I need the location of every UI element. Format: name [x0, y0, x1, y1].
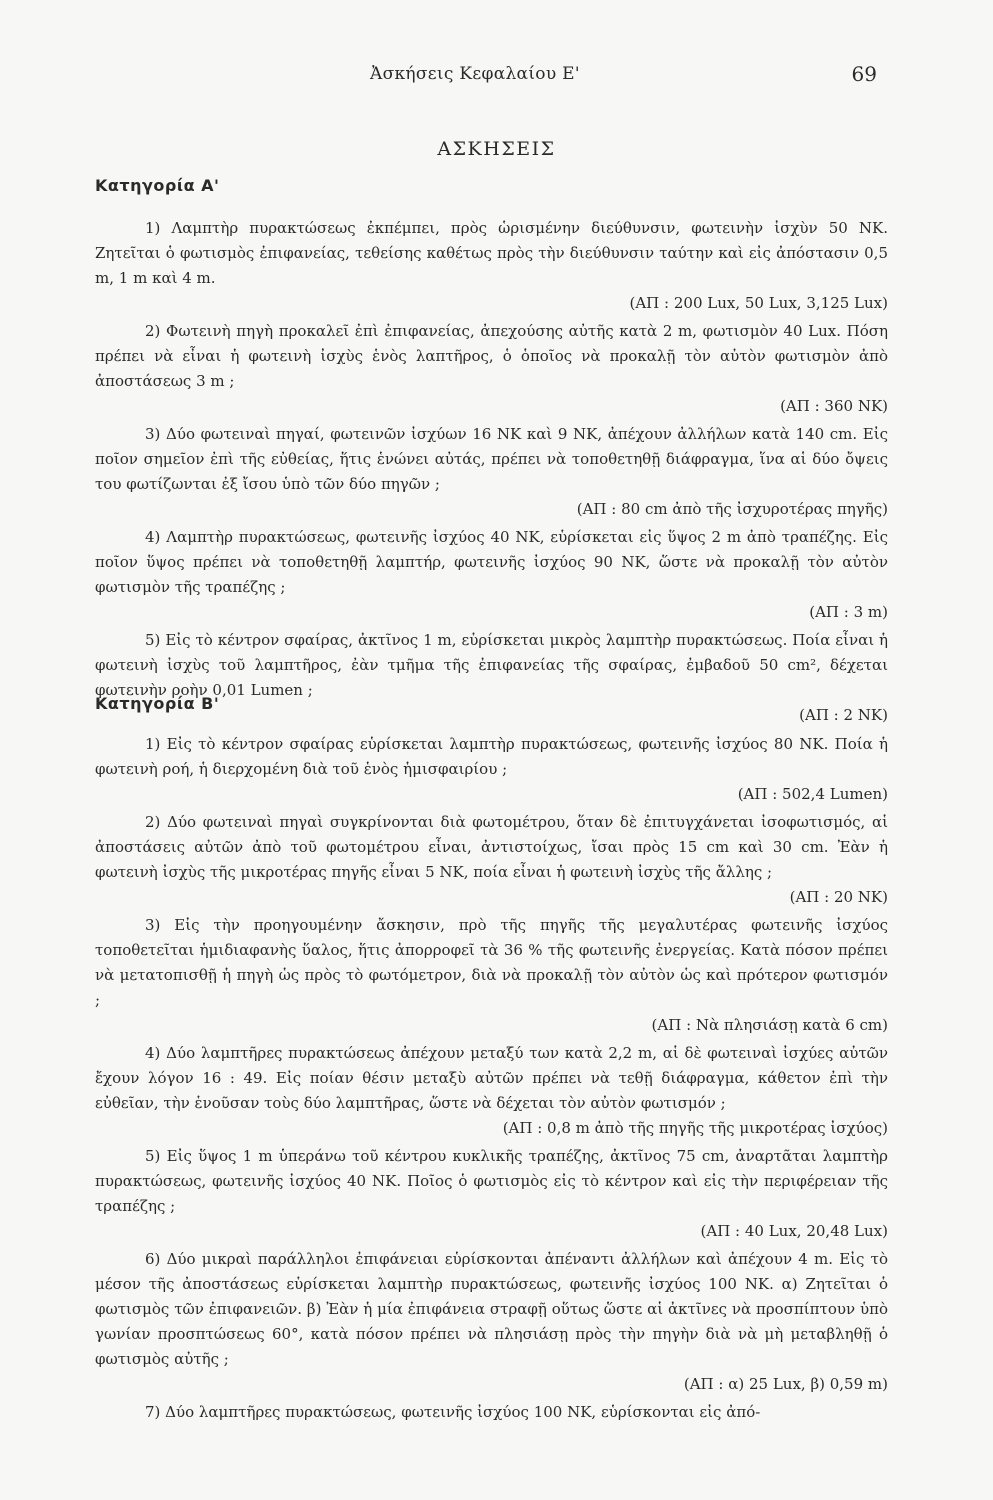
exercise-text: 6) Δύο μικραὶ παράλληλοι ἐπιφάνειαι εὑρίσκονται ἀπέναντι ἀλλήλων καὶ ἀπέχουν 4 m. Εἰς τὸ μέσον τῆς ἀποστάσεως εὑρίσκεται λαμπτὴρ πυρακτώσεως, φωτεινῆς ἰσχύος 100 ΝΚ. α) Ζητεῖται ὁ φωτισμὸς τῶν ἐπιφανειῶν. β) Ἐὰν ἡ μία ἐπιφάνεια στραφῇ οὕτως ὥστε αἱ ἀκτῖνες νὰ προσπίπτουν ὑπὸ γωνίαν προσπτώσεως 60°, κατὰ πόσον πρέπει νὰ πλησιάσῃ πρὸς τὴν πηγὴν διὰ νὰ μὴ μεταβληθῇ ὁ φωτισμὸς αὐτῆς ; — [95, 1250, 888, 1368]
category-a-heading: Κατηγορία Α' — [95, 176, 220, 195]
exercise-text: 2) Δύο φωτειναὶ πηγαὶ συγκρίνονται διὰ φωτομέτρου, ὅταν δὲ ἐπιτυγχάνεται ἰσοφωτισμός, αἱ ἀποστάσεις αὐτῶν ἀπὸ τοῦ φωτομέτρου εἶναι, ἀντιστοίχως, ἴσαι πρὸς 15 cm καὶ 30 cm. Ἐὰν ἡ φωτεινὴ ἰσχὺς τῆς μικροτέρας πηγῆς εἶναι 5 ΝΚ, ποία εἶναι ἡ φωτεινὴ ἰσχὺς τῆς ἄλλης ; — [95, 813, 888, 881]
exercise-a5 — [95, 628, 888, 728]
exercise-answer: (ΑΠ : 2 ΝΚ) — [799, 706, 888, 724]
exercise-b1 — [95, 732, 888, 807]
exercise-text: 1) Εἰς τὸ κέντρον σφαίρας εὑρίσκεται λαμπτὴρ πυρακτώσεως, φωτεινῆς ἰσχύος 80 ΝΚ. Ποία ἡ φωτεινὴ ροή, ἡ διερχομένη διὰ τοῦ ἑνὸς ἡμισφαιρίου ; — [95, 735, 888, 778]
exercise-b2 — [95, 810, 888, 910]
exercise-text: 5) Εἰς τὸ κέντρον σφαίρας, ἀκτῖνος 1 m, εὑρίσκεται μικρὸς λαμπτὴρ πυρακτώσεως. Ποία εἶναι ἡ φωτεινὴ ἰσχὺς τοῦ λαμπτῆρος, ἐὰν τμῆμα τῆς ἐπιφανείας τῆς σφαίρας, ἐμβαδοῦ 50 cm², δέχεται φωτεινὴν ροὴν 0,01 Lumen ; — [95, 631, 888, 699]
exercise-a4 — [95, 525, 888, 625]
exercise-answer: (ΑΠ : Νὰ πλησιάσῃ κατὰ 6 cm) — [651, 1016, 888, 1034]
category-a-exercises — [95, 216, 888, 731]
running-title: Ἀσκήσεις Κεφαλαίου Ε' — [370, 64, 580, 84]
exercise-b4 — [95, 1041, 888, 1141]
exercise-text: 2) Φωτεινὴ πηγὴ προκαλεῖ ἐπὶ ἐπιφανείας, ἀπεχούσης αὐτῆς κατὰ 2 m, φωτισμὸν 40 Lux. Πόση πρέπει νὰ εἶναι ἡ φωτεινὴ ἰσχὺς ἑνὸς λαπτῆρος, ὁ ὁποῖος νὰ προκαλῇ τὸν αὐτὸν φωτισμὸν ἀπὸ ἀποστάσεως 3 m ; — [95, 322, 888, 390]
exercise-answer: (ΑΠ : 360 ΝΚ) — [780, 397, 888, 415]
exercise-text: 5) Εἰς ὕψος 1 m ὑπεράνω τοῦ κέντρου κυκλικῆς τραπέζης, ἀκτῖνος 75 cm, ἀναρτᾶται λαμπτὴρ πυρακτώσεως, φωτεινῆς ἰσχύος 40 ΝΚ. Ποῖος ὁ φωτισμὸς εἰς τὸ κέντρον καὶ εἰς τὴν περιφέρειαν τῆς τραπέζης ; — [95, 1147, 888, 1215]
exercise-answer: (ΑΠ : 502,4 Lumen) — [737, 785, 888, 803]
exercise-answer: (ΑΠ : α) 25 Lux, β) 0,59 m) — [683, 1375, 888, 1393]
category-b-heading: Κατηγορία Β' — [95, 694, 220, 713]
running-header — [0, 62, 993, 92]
exercise-b3 — [95, 913, 888, 1038]
exercise-answer: (ΑΠ : 0,8 m ἀπὸ τῆς πηγῆς τῆς μικροτέρας ἰσχύος) — [502, 1119, 888, 1137]
exercise-answer: (ΑΠ : 200 Lux, 50 Lux, 3,125 Lux) — [629, 294, 888, 312]
category-b-exercises — [95, 732, 888, 1428]
section-title: ΑΣΚΗΣΕΙΣ — [437, 138, 556, 160]
exercise-answer: (ΑΠ : 80 cm ἀπὸ τῆς ἰσχυροτέρας πηγῆς) — [576, 500, 888, 518]
exercise-text: 4) Λαμπτὴρ πυρακτώσεως, φωτεινῆς ἰσχύος 40 ΝΚ, εὑρίσκεται εἰς ὕψος 2 m ἀπὸ τραπέζης. Εἰς ποῖον ὕψος πρέπει νὰ τοποθετηθῇ λαμπτήρ, φωτεινῆς ἰσχύος 90 ΝΚ, ὥστε νὰ προκαλῇ τὸν αὐτὸν φωτισμὸν τῆς τραπέζης ; — [95, 528, 888, 596]
page-number: 69 — [851, 62, 877, 86]
exercise-b5 — [95, 1144, 888, 1244]
exercise-a2 — [95, 319, 888, 419]
exercise-a3 — [95, 422, 888, 522]
exercise-answer: (ΑΠ : 40 Lux, 20,48 Lux) — [700, 1222, 888, 1240]
exercise-answer: (ΑΠ : 20 ΝΚ) — [789, 888, 888, 906]
exercise-answer: (ΑΠ : 3 m) — [809, 603, 888, 621]
exercise-text: 7) Δύο λαμπτῆρες πυρακτώσεως, φωτεινῆς ἰσχύος 100 ΝΚ, εὑρίσκονται εἰς ἀπό- — [145, 1403, 761, 1421]
exercise-b7 — [95, 1400, 888, 1425]
exercise-text: 4) Δύο λαμπτῆρες πυρακτώσεως ἀπέχουν μεταξύ των κατὰ 2,2 m, αἱ δὲ φωτειναὶ ἰσχύες αὐτῶν ἔχουν λόγον 16 : 49. Εἰς ποίαν θέσιν μεταξὺ αὐτῶν πρέπει νὰ τεθῇ διάφραγμα, κάθετον ἐπὶ τὴν εὐθεῖαν, τὴν ἑνοῦσαν τοὺς δύο λαμπτῆρας, ὥστε νὰ δέχεται τὸν αὐτὸν φωτισμόν ; — [95, 1044, 888, 1112]
exercise-a1 — [95, 216, 888, 316]
exercise-text: 3) Δύο φωτειναὶ πηγαί, φωτεινῶν ἰσχύων 16 ΝΚ καὶ 9 ΝΚ, ἀπέχουν ἀλλήλων κατὰ 140 cm. Εἰς ποῖον σημεῖον ἐπὶ τῆς εὐθείας, ἥτις ἑνώνει αὐτάς, πρέπει νὰ τοποθετηθῇ διάφραγμα, ἵνα αἱ δύο ὄψεις του φωτίζωνται ἐξ ἴσου ὑπὸ τῶν δύο πηγῶν ; — [95, 425, 888, 493]
exercise-b6 — [95, 1247, 888, 1397]
exercise-text: 3) Εἰς τὴν προηγουμένην ἄσκησιν, πρὸ τῆς πηγῆς τῆς μεγαλυτέρας φωτεινῆς ἰσχύος τοποθετεῖται ἡμιδιαφανὴς ὕαλος, ἥτις ἀπορροφεῖ τὰ 36 % τῆς φωτεινῆς ἐνεργείας. Κατὰ πόσον πρέπει νὰ μετατοπισθῇ ἡ πηγὴ ὡς πρὸς τὸ φωτόμετρον, διὰ νὰ προκαλῇ τὸν αὐτὸν ὡς καὶ πρότερον φωτισμόν ; — [95, 916, 888, 1009]
exercise-text: 1) Λαμπτὴρ πυρακτώσεως ἐκπέμπει, πρὸς ὡρισμένην διεύθυνσιν, φωτεινὴν ἰσχὺν 50 ΝΚ. Ζητεῖται ὁ φωτισμὸς ἐπιφανείας, τεθείσης καθέτως πρὸς τὴν διεύθυνσιν ταύτην καὶ εἰς ἀπόστασιν 0,5 m, 1 m καὶ 4 m. — [95, 219, 888, 287]
